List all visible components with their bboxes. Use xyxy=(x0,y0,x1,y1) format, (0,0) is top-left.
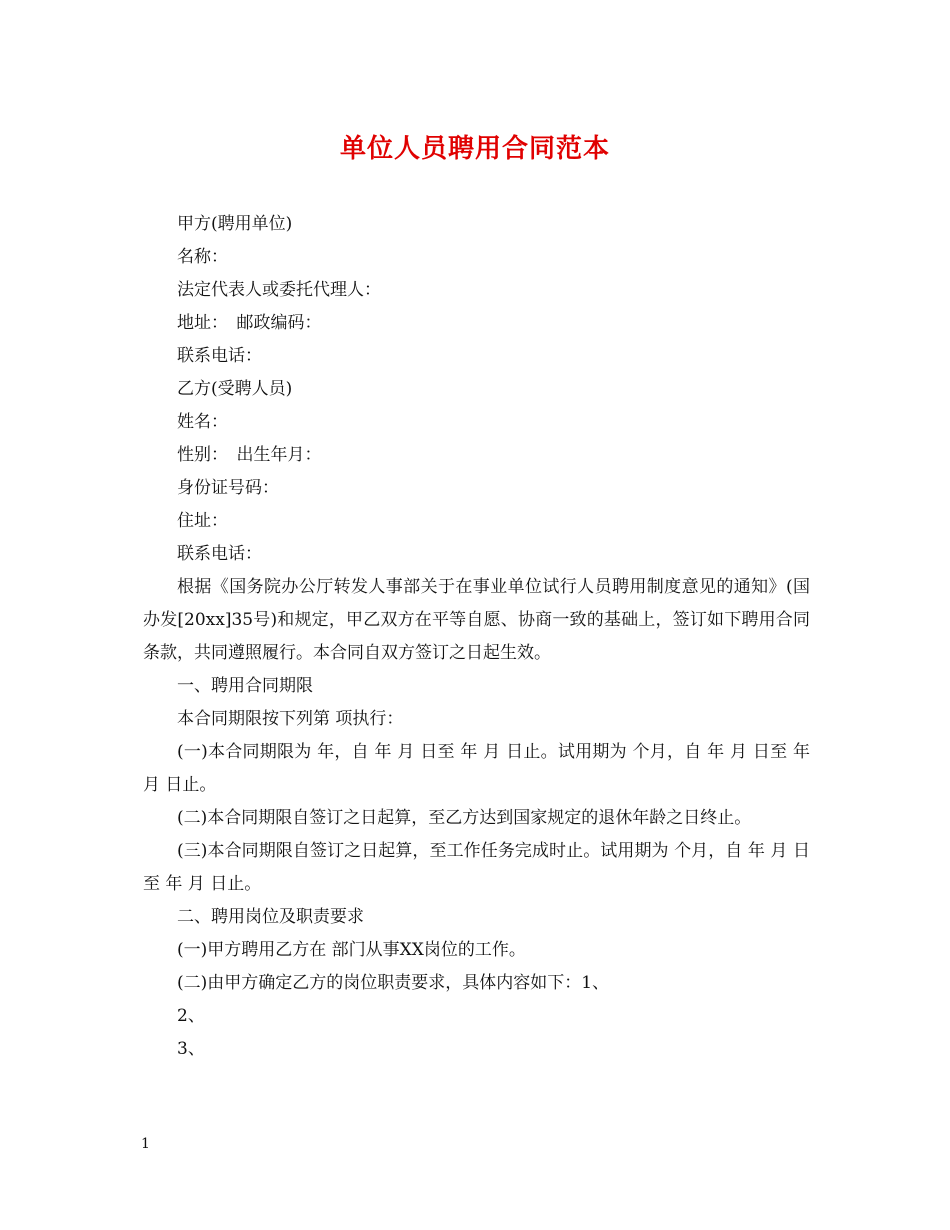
paragraph-address: 地址： 邮政编码： xyxy=(177,313,322,333)
section-heading-term: 一、聘用合同期限 xyxy=(177,676,313,696)
paragraph-id-number: 身份证号码： xyxy=(177,478,279,498)
paragraph-preamble: 根据《国务院办公厅转发人事部关于在事业单位试行人员聘用制度意见的通知》(国办发[20xx]35号)和规定，甲乙双方在平等自愿、协商一致的基础上，签订如下聘用合同条款，共同遵照履行。本合同自双方签订之日起生效。 xyxy=(143,577,810,663)
section-heading-position: 二、聘用岗位及职责要求 xyxy=(177,907,364,927)
paragraph-name: 名称： xyxy=(177,247,228,267)
document-title: 单位人员聘用合同范本 xyxy=(339,134,610,164)
paragraph-item-3: 3、 xyxy=(177,1039,205,1059)
paragraph-party-b: 乙方(受聘人员) xyxy=(177,379,293,399)
paragraph-term-intro: 本合同期限按下列第 项执行： xyxy=(177,709,404,729)
page-number: 1 xyxy=(141,1136,150,1152)
paragraph-term-3: (三)本合同期限自签订之日起算，至工作任务完成时止。试用期为 个月，自 年 月 日至 年 月 日止。 xyxy=(143,841,810,894)
document-body xyxy=(143,208,810,1066)
paragraph-gender-birth: 性别： 出生年月： xyxy=(177,445,322,465)
paragraph-residence: 住址： xyxy=(177,511,228,531)
paragraph-term-2: (二)本合同期限自签订之日起算，至乙方达到国家规定的退休年龄之日终止。 xyxy=(177,808,752,828)
paragraph-position-1: (一)甲方聘用乙方在 部门从事XX岗位的工作。 xyxy=(177,940,526,960)
paragraph-position-2: (二)由甲方确定乙方的岗位职责要求，具体内容如下：1、 xyxy=(177,973,610,993)
paragraph-party-a: 甲方(聘用单位) xyxy=(177,214,293,234)
paragraph-legal-rep: 法定代表人或委托代理人： xyxy=(177,280,381,300)
paragraph-b-name: 姓名： xyxy=(177,412,228,432)
paragraph-phone-a: 联系电话： xyxy=(177,346,262,366)
paragraph-item-2: 2、 xyxy=(177,1006,205,1026)
paragraph-phone-b: 联系电话： xyxy=(177,544,262,564)
paragraph-term-1: (一)本合同期限为 年，自 年 月 日至 年 月 日止。试用期为 个月，自 年 月 日至 年 月 日止。 xyxy=(143,742,810,795)
